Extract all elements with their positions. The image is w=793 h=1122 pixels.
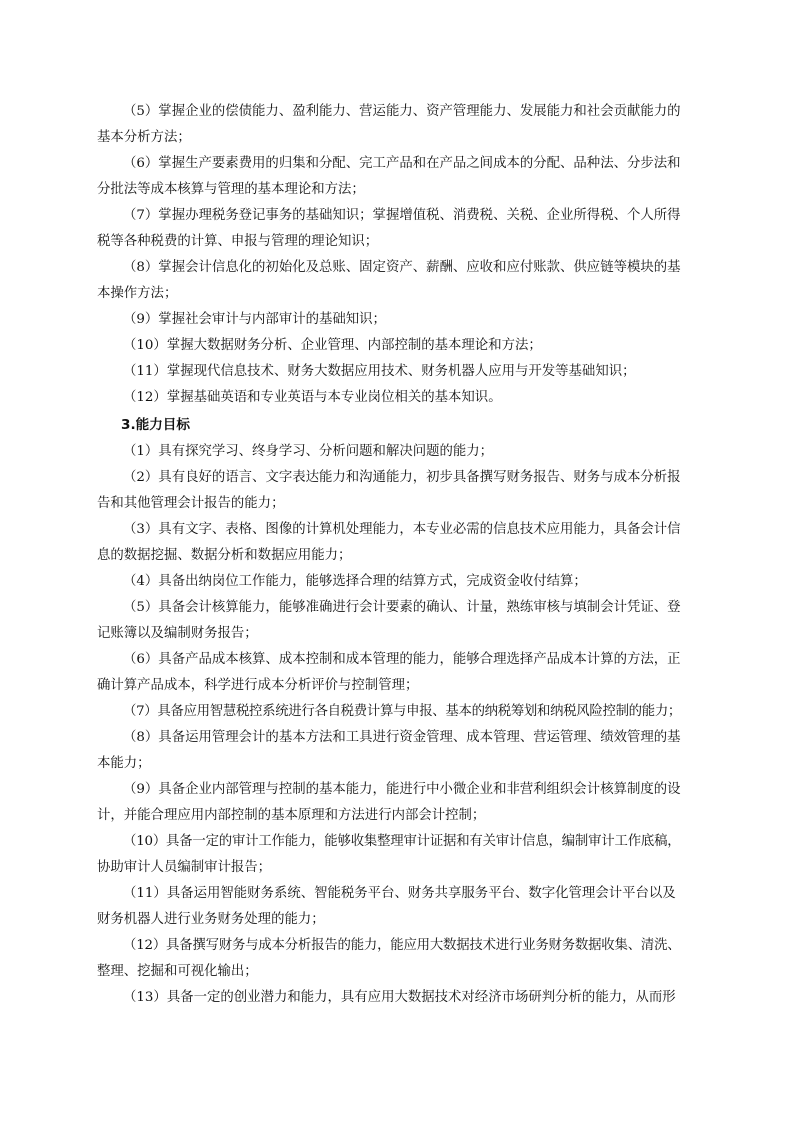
ability-item-12-line-2: 整理、挖掘和可视化输出； bbox=[97, 964, 258, 979]
knowledge-item-5-line-1: （5）掌握企业的偿债能力、盈利能力、营运能力、资产管理能力、发展能力和社会贡献能力的 bbox=[123, 104, 681, 119]
ability-item-9-line-2: 计，并能合理应用内部控制的基本原理和方法进行内部会计控制； bbox=[97, 808, 486, 823]
knowledge-item-10: （10）掌握大数据财务分析、企业管理、内部控制的基本理论和方法； bbox=[123, 338, 542, 353]
ability-item-3-line-2: 息的数据挖掘、数据分析和数据应用能力； bbox=[97, 548, 352, 563]
knowledge-item-6-line-2: 分批法等成本核算与管理的基本理论和方法； bbox=[97, 182, 365, 197]
ability-item-13-line-1: （13）具备一定的创业潜力和能力，具有应用大数据技术对经济市场研判分析的能力，从而形 bbox=[123, 990, 676, 1005]
knowledge-item-8-line-1: （8）掌握会计信息化的初始化及总账、固定资产、薪酬、应收和应付账款、供应链等模块的基 bbox=[123, 260, 681, 275]
ability-item-5-line-2: 记账簿以及编制财务报告； bbox=[97, 626, 258, 641]
knowledge-item-5-line-2: 基本分析方法； bbox=[97, 130, 191, 145]
knowledge-item-11: （11）掌握现代信息技术、财务大数据应用技术、财务机器人应用与开发等基础知识； bbox=[123, 364, 636, 379]
ability-item-11-line-2: 财务机器人进行业务财务处理的能力； bbox=[97, 912, 325, 927]
ability-item-4: （4）具备出纳岗位工作能力，能够选择合理的结算方式，完成资金收付结算； bbox=[123, 574, 587, 589]
ability-item-8-line-2: 本能力； bbox=[97, 756, 151, 771]
knowledge-item-8-line-2: 本操作方法； bbox=[97, 286, 178, 301]
ability-item-9-line-1: （9）具备企业内部管理与控制的基本能力，能进行中小微企业和非营利组织会计核算制度的设 bbox=[123, 782, 681, 797]
ability-item-6-line-1: （6）具备产品成本核算、成本控制和成本管理的能力，能够合理选择产品成本计算的方法，正 bbox=[123, 652, 681, 667]
ability-item-11-line-1: （11）具备运用智能财务系统、智能税务平台、财务共享服务平台、数字化管理会计平台以及 bbox=[123, 886, 676, 901]
ability-item-10-line-2: 协助审计人员编制审计报告； bbox=[97, 860, 272, 875]
ability-item-8-line-1: （8）具备运用管理会计的基本方法和工具进行资金管理、成本管理、营运管理、绩效管理的基 bbox=[123, 730, 681, 745]
knowledge-item-7-line-2: 税等各种税费的计算、申报与管理的理论知识； bbox=[97, 234, 379, 249]
ability-item-12-line-1: （12）具备撰写财务与成本分析报告的能力，能应用大数据技术进行业务财务数据收集、清洗、 bbox=[123, 938, 681, 953]
ability-item-6-line-2: 确计算产品成本，科学进行成本分析评价与控制管理； bbox=[97, 678, 419, 693]
knowledge-item-7-line-1: （7）掌握办理税务登记事务的基础知识；掌握增值税、消费税、关税、企业所得税、个人所得 bbox=[123, 208, 681, 223]
knowledge-item-9: （9）掌握社会审计与内部审计的基础知识； bbox=[123, 312, 386, 327]
ability-item-1: （1）具有探究学习、终身学习、分析问题和解决问题的能力； bbox=[123, 444, 494, 459]
knowledge-item-6-line-1: （6）掌握生产要素费用的归集和分配、完工产品和在产品之间成本的分配、品种法、分步法和 bbox=[123, 156, 681, 171]
section-heading-ability-goals: 3.能力目标 bbox=[121, 417, 190, 433]
ability-item-10-line-1: （10）具备一定的审计工作能力，能够收集整理审计证据和有关审计信息，编制审计工作底稿， bbox=[123, 834, 681, 849]
ability-item-7: （7）具备应用智慧税控系统进行各自税费计算与申报、基本的纳税筹划和纳税风险控制的能力； bbox=[123, 704, 682, 719]
ability-item-3-line-1: （3）具有文字、表格、图像的计算机处理能力，本专业必需的信息技术应用能力，具备会计信 bbox=[123, 522, 681, 537]
knowledge-item-12: （12）掌握基础英语和专业英语与本专业岗位相关的基本知识。 bbox=[123, 390, 502, 405]
ability-item-5-line-1: （5）具备会计核算能力，能够准确进行会计要素的确认、计量，熟练审核与填制会计凭证、登 bbox=[123, 600, 681, 615]
ability-item-2-line-1: （2）具有良好的语言、文字表达能力和沟通能力，初步具备撰写财务报告、财务与成本分析报 bbox=[123, 470, 681, 485]
ability-item-2-line-2: 告和其他管理会计报告的能力； bbox=[97, 496, 285, 511]
